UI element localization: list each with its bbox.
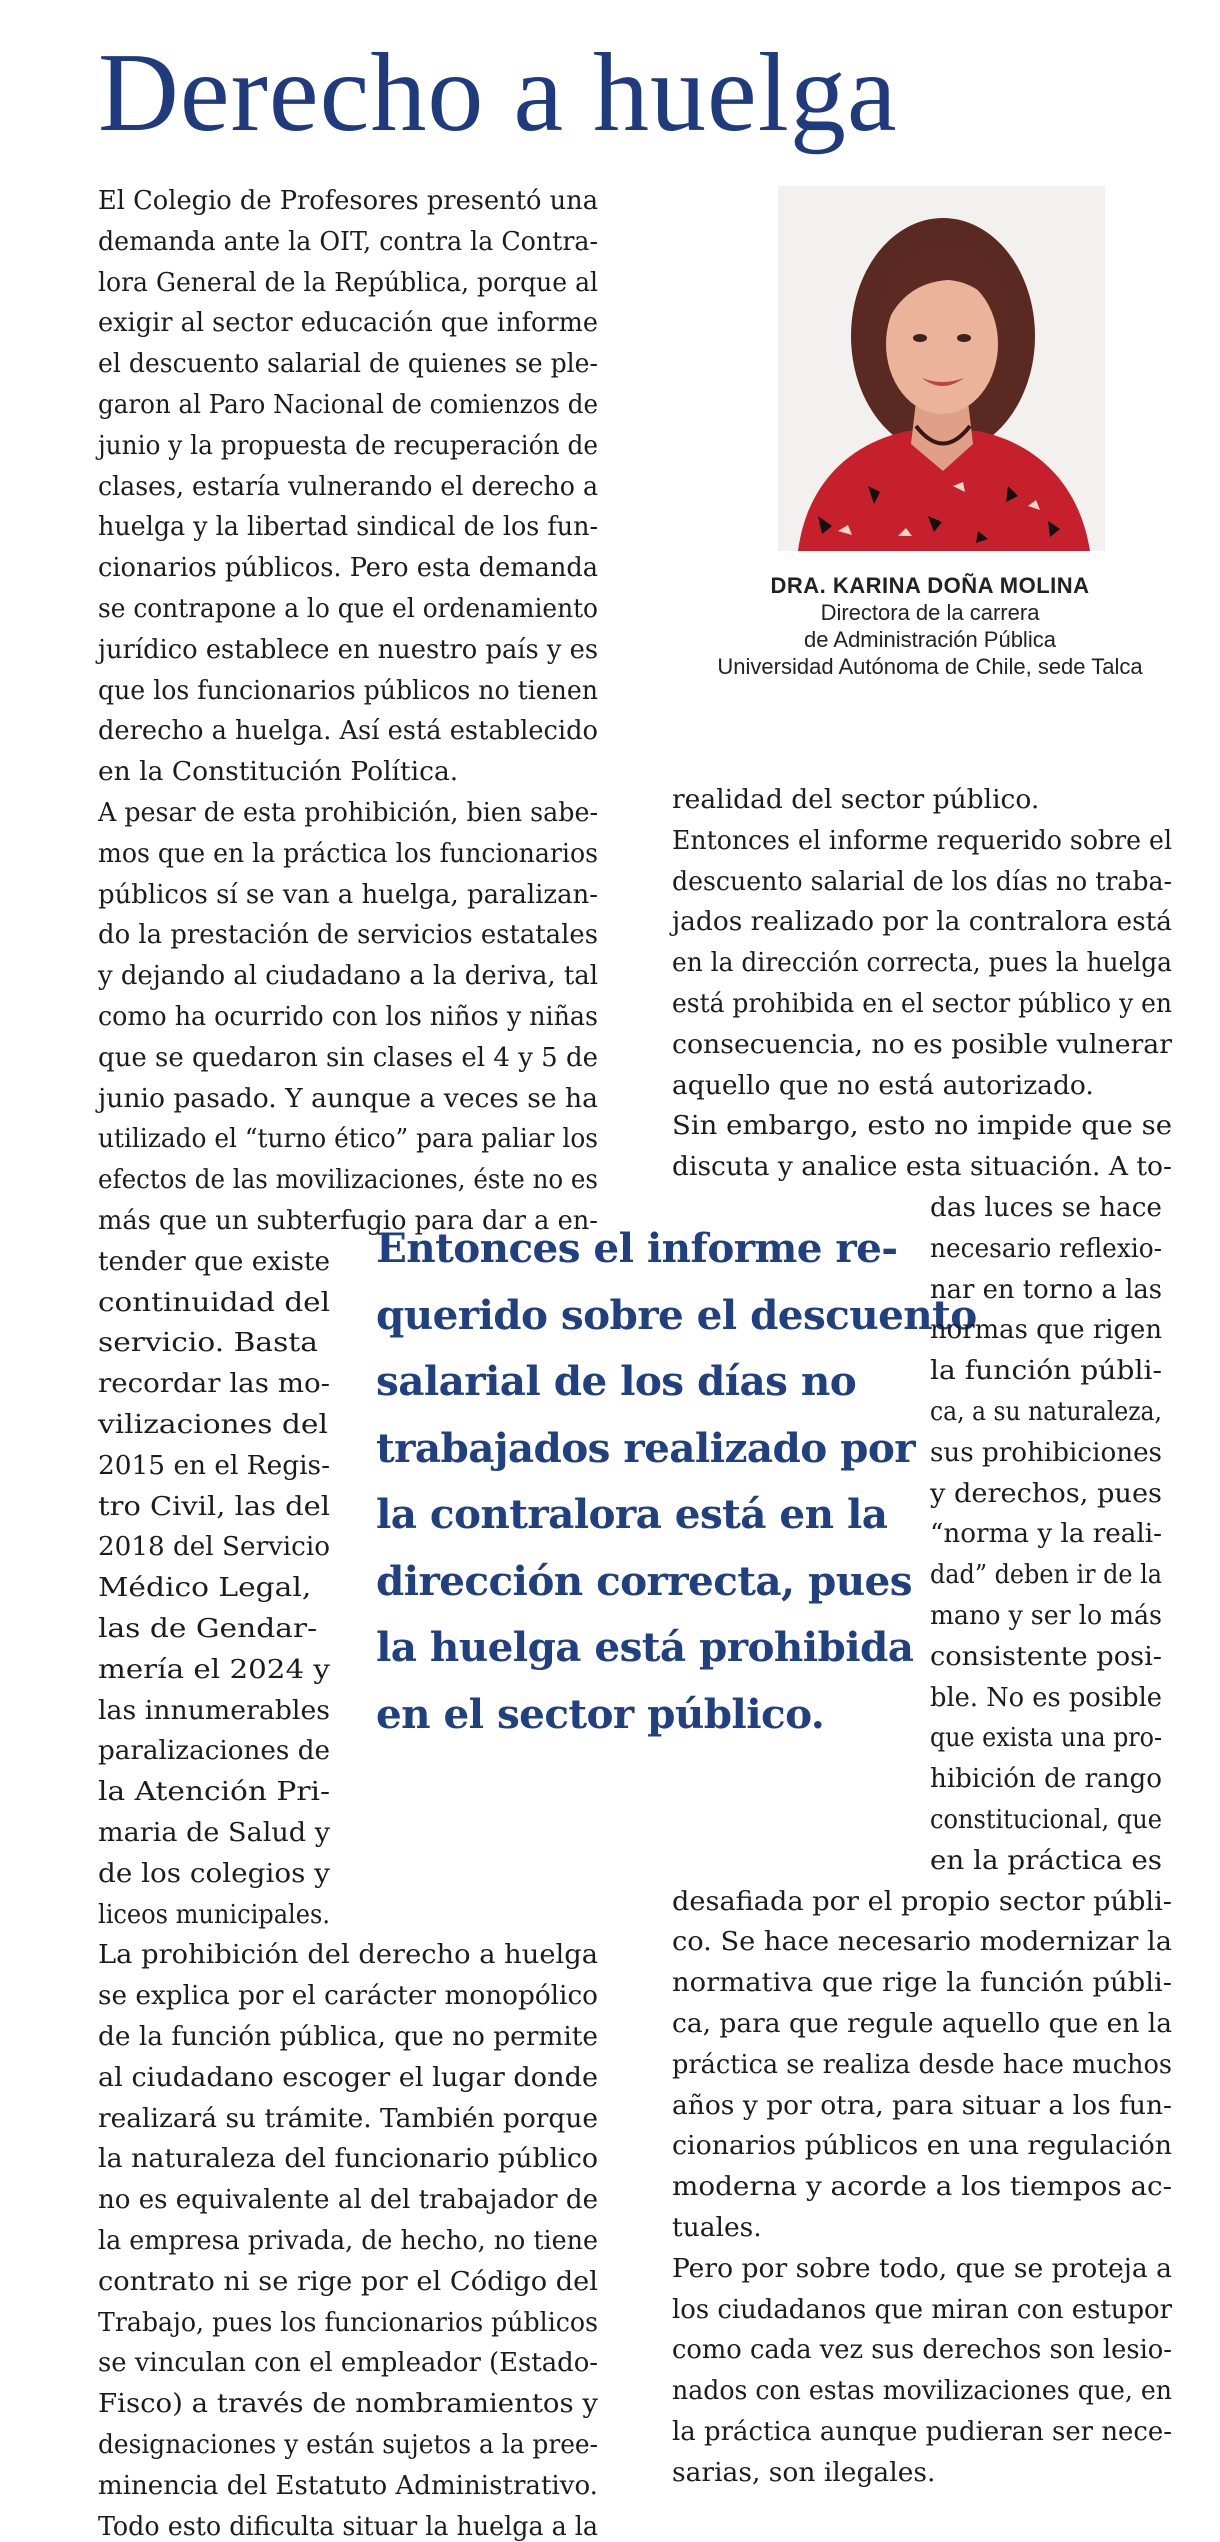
article-headline: Derecho a huelga: [98, 31, 898, 155]
col1-line: continuidad del: [98, 1286, 330, 1318]
col2-line: desafiada por el propio sector públi-: [672, 1885, 1172, 1917]
col1-line: al ciudadano escoger el lugar donde: [98, 2061, 599, 2093]
col2-line: jados realizado por la contralora está: [672, 906, 1172, 938]
col1-line: mería el 2024 y: [98, 1653, 330, 1685]
col1-line: utilizado el “turno ético” para paliar los: [98, 1123, 599, 1155]
pull-quote-line: dirección correcta, pues: [376, 1556, 912, 1605]
col1-line: junio pasado. Y aunque a veces se ha: [98, 1082, 599, 1114]
col2-line: la práctica aunque pudieran ser nece-: [672, 2416, 1173, 2447]
col1-line: mos que en la práctica los funcionarios: [98, 837, 598, 869]
col1-line: paralizaciones de: [98, 1735, 330, 1767]
col2-line: das luces se hace: [930, 1192, 1162, 1223]
col1-line: efectos de las movilizaciones, éste no es: [98, 1164, 599, 1196]
col2-line: ble. No es posible: [930, 1681, 1163, 1713]
pull-quote-line: salarial de los días no: [376, 1357, 857, 1405]
col1-line: como ha ocurrido con los niños y niñas: [98, 1001, 599, 1032]
col1-line: junio y la propuesta de recuperación de: [98, 429, 598, 461]
pull-quote-line: querido sobre el descuento: [376, 1290, 977, 1339]
pull-quote: [376, 1215, 977, 1747]
author-photo: [778, 186, 1105, 551]
col2-line: sarias, son ilegales.: [672, 2456, 936, 2488]
col1-line: en la Constitución Política.: [98, 756, 459, 788]
pull-quote-line: trabajados realizado por: [376, 1423, 916, 1472]
col1-line: jurídico establece en nuestro país y es: [98, 633, 599, 665]
col2-line: está prohibida en el sector público y en: [672, 988, 1173, 1019]
col1-line: se vinculan con el empleador (Estado-: [98, 2347, 599, 2379]
col1-line: maria de Salud y: [98, 1817, 330, 1848]
col1-line: las innumerables: [98, 1694, 331, 1726]
author-name: DRA. KARINA DOÑA MOLINA: [770, 573, 1090, 598]
col1-line: tender que existe: [98, 1245, 330, 1277]
pull-quote-line: la huelga está prohibida: [376, 1623, 914, 1671]
col1-line: derecho a huelga. Así está establecido: [98, 715, 598, 747]
col2-line: aquello que no está autorizado.: [672, 1069, 1094, 1101]
author-caption: [700, 572, 1160, 680]
col1-line: de la función pública, que no permite: [98, 2021, 598, 2052]
col1-line: A pesar de esta prohibición, bien sabe-: [98, 797, 599, 828]
col1-line: que se quedaron sin clases el 4 y 5 de: [98, 1041, 598, 1073]
col2-line: y derechos, pues: [930, 1477, 1163, 1509]
col1-line: cionarios públicos. Pero esta demanda: [98, 552, 598, 584]
col2-line: consecuencia, no es posible vulnerar: [672, 1028, 1173, 1060]
col2-line: realidad del sector público.: [672, 784, 1040, 815]
col1-line: garon al Paro Nacional de comienzos de: [98, 389, 598, 420]
col2-line: mano y ser lo más: [930, 1600, 1162, 1631]
col2-line: en la dirección correcta, pues la huelga: [672, 947, 1173, 979]
col1-line: Fisco) a través de nombramientos y: [98, 2388, 599, 2420]
col1-line: Médico Legal,: [98, 1572, 312, 1604]
col1-line: La prohibición del derecho a huelga: [98, 1939, 599, 1971]
col1-line: Trabajo, pues los funcionarios públicos: [98, 2306, 599, 2338]
col1-line: lora General de la República, porque al: [98, 266, 599, 298]
col1-line: do la prestación de servicios estatales: [98, 919, 598, 951]
col1-line: servicio. Basta: [98, 1327, 318, 1359]
col2-line: tuales.: [672, 2212, 762, 2243]
col2-line: discuta y analice esta situación. A to-: [672, 1151, 1172, 1183]
col1-line: minencia del Estatuto Administrativo.: [98, 2469, 598, 2501]
col1-line: El Colegio de Profesores presentó una: [98, 185, 599, 216]
col2-line: cionarios públicos en una regulación: [672, 2130, 1172, 2162]
col2-line: nar en torno a las: [930, 1273, 1163, 1305]
col2-line: Entonces el informe requerido sobre el: [672, 824, 1172, 856]
col1-line: no es equivalente al del trabajador de: [98, 2184, 598, 2216]
pull-quote-line: la contralora está en la: [376, 1490, 888, 1538]
col1-line: vilizaciones del: [98, 1409, 328, 1440]
col2-line: práctica se realiza desde hace muchos: [672, 2048, 1173, 2080]
col2-line: constitucional, que: [930, 1804, 1163, 1835]
col1-line: recordar las mo-: [98, 1368, 331, 1400]
col1-line: liceos municipales.: [98, 1898, 331, 1930]
col1-line: la naturaleza del funcionario público: [98, 2143, 599, 2175]
pull-quote-line: en el sector público.: [376, 1689, 825, 1738]
col2-line: en la práctica es: [930, 1844, 1162, 1876]
author-institution: Universidad Autónoma de Chile, sede Talca: [717, 654, 1143, 679]
col2-line: nados con estas movilizaciones que, en: [672, 2375, 1173, 2407]
col1-line: huelga y la libertad sindical de los fun-: [98, 511, 599, 543]
col2-line: normativa que rige la función públi-: [672, 1967, 1172, 1999]
col2-line: necesario reflexio-: [930, 1232, 1162, 1264]
col1-line: realizará su trámite. También porque: [98, 2102, 599, 2134]
col2-line: como cada vez sus derechos son lesio-: [672, 2334, 1173, 2366]
col2-line: “norma y la reali-: [930, 1518, 1163, 1550]
col1-line: y dejando al ciudadano a la deriva, tal: [98, 960, 599, 992]
col1-line: de los colegios y: [98, 1857, 331, 1889]
col2-line: Sin embargo, esto no impide que se: [672, 1110, 1173, 1142]
col2-line: hibición de rango: [930, 1763, 1162, 1795]
col2-line: descuento salarial de los días no traba-: [672, 865, 1172, 897]
pull-quote-line: Entonces el informe re-: [376, 1224, 898, 1272]
col1-line: el descuento salarial de quienes se ple-: [98, 348, 599, 380]
author-role-line1: Directora de la carrera: [820, 600, 1040, 625]
col1-line: la empresa privada, de hecho, no tiene: [98, 2225, 598, 2256]
col2-line: los ciudadanos que miran con estupor: [672, 2293, 1173, 2325]
col1-line: públicos sí se van a huelga, paralizan-: [98, 878, 598, 910]
col1-line: contrato ni se rige por el Código del: [98, 2265, 599, 2297]
col1-line: exigir al sector educación que informe: [98, 307, 598, 339]
col2-line: años y por otra, para situar a los fun-: [672, 2089, 1172, 2121]
col1-line: tro Civil, las del: [98, 1490, 330, 1522]
col2-line: co. Se hace necesario modernizar la: [672, 1926, 1172, 1958]
col1-line: más que un subterfugio para dar a en-: [98, 1205, 598, 1236]
col2-line: la función públi-: [930, 1355, 1163, 1387]
col1-line: las de Gendar-: [98, 1613, 318, 1644]
col1-line: se contrapone a lo que el ordenamiento: [98, 593, 598, 624]
col2-line: Pero por sobre todo, que se proteja a: [672, 2252, 1172, 2284]
col1-line: 2018 del Servicio: [98, 1531, 330, 1563]
author-role-line2: de Administración Pública: [804, 627, 1056, 652]
col2-line: dad” deben ir de la: [930, 1559, 1163, 1591]
col2-line: ca, para que regule aquello que en la: [672, 2008, 1173, 2039]
col1-line: Todo esto dificulta situar la huelga a la: [98, 2510, 598, 2542]
col2-line: moderna y acorde a los tiempos ac-: [672, 2171, 1173, 2203]
col2-line: sus prohibiciones: [930, 1436, 1163, 1468]
col1-line: designaciones y están sujetos a la pree-: [98, 2429, 599, 2460]
col2-line: normas que rigen: [930, 1314, 1163, 1346]
col2-line: ca, a su naturaleza,: [930, 1396, 1162, 1427]
col1-line: la Atención Pri-: [98, 1776, 330, 1808]
col1-line: 2015 en el Regis-: [98, 1449, 330, 1481]
col1-line: demanda ante la OIT, contra la Contra-: [98, 225, 598, 257]
col2-line: que exista una pro-: [930, 1722, 1162, 1754]
col1-line: que los funcionarios públicos no tienen: [98, 674, 598, 706]
col1-line: se explica por el carácter monopólico: [98, 1980, 599, 2012]
col1-line: clases, estaría vulnerando el derecho a: [98, 470, 598, 502]
col2-line: consistente posi-: [930, 1640, 1163, 1672]
